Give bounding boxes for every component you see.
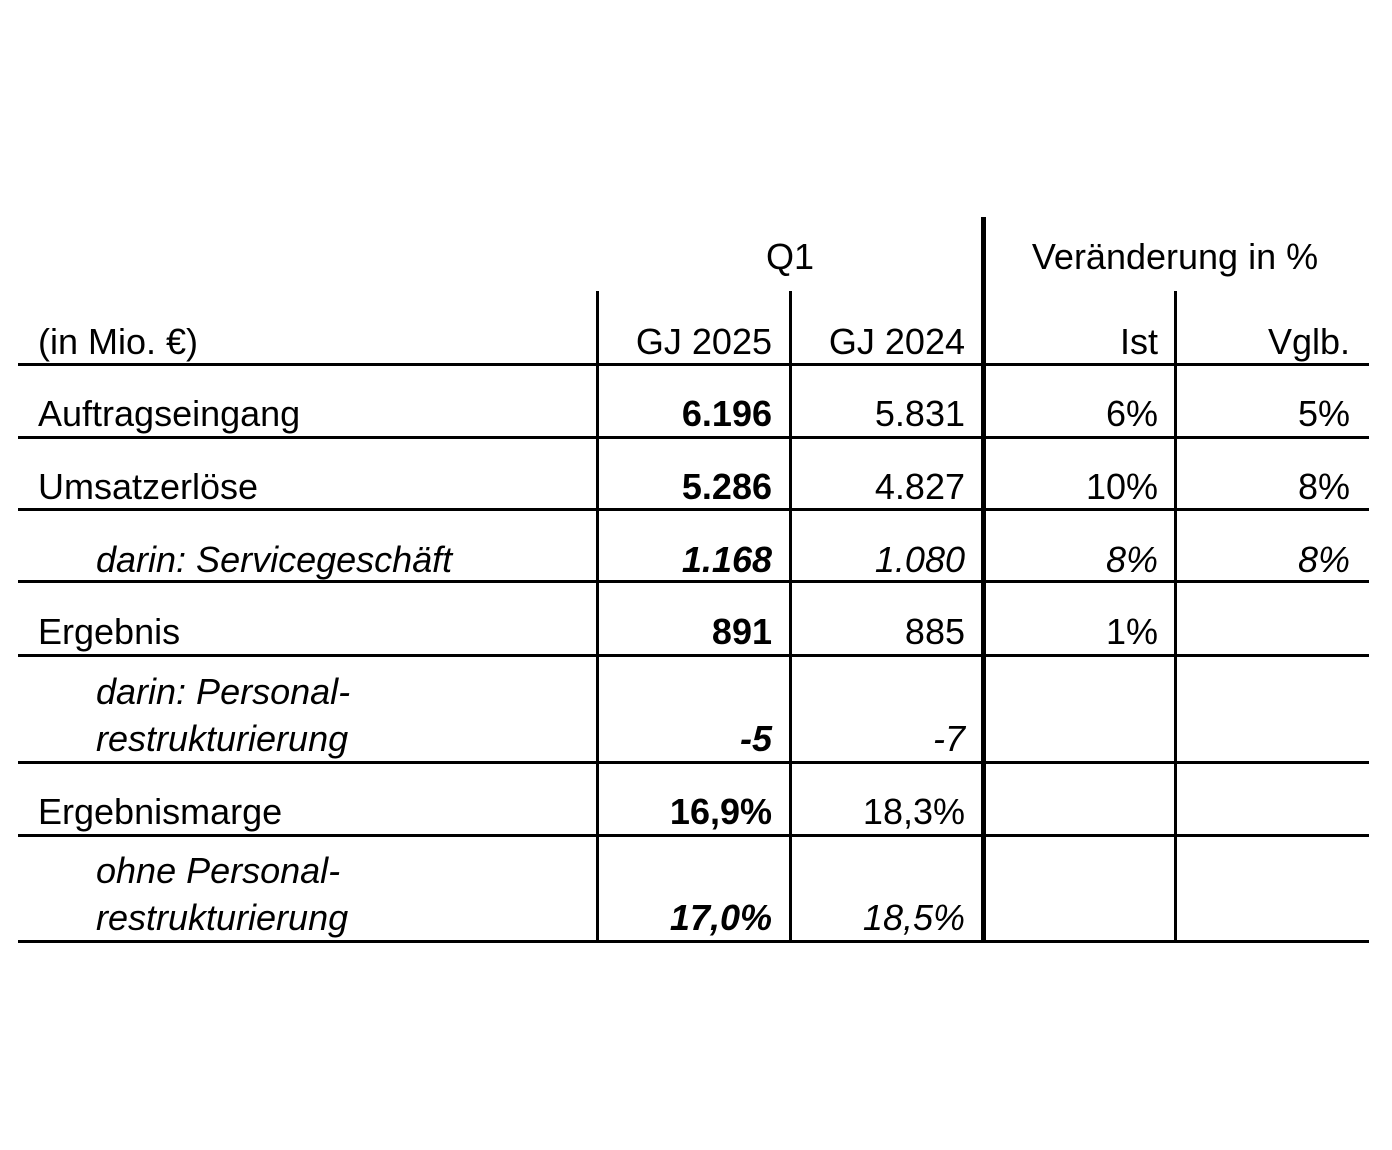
header-col-fy2024: GJ 2024 (828, 321, 965, 362)
row-label: Umsatzerlöse (38, 466, 259, 507)
rule-col-fy2025 (596, 291, 599, 943)
cell-comparable: 5% (1297, 393, 1350, 434)
rule-row-3 (18, 580, 1369, 583)
cell-fy2025: -5 (739, 718, 772, 759)
header-col-actual: Ist (1119, 321, 1158, 362)
row-label-line2: restrukturierung (96, 897, 349, 938)
header-col-comparable: Vglb. (1267, 321, 1350, 362)
cell-fy2025: 5.286 (681, 466, 772, 507)
cell-fy2024: 1.080 (874, 539, 965, 580)
rule-row-2 (18, 508, 1369, 511)
cell-actual: 8% (1105, 539, 1158, 580)
rule-row-6 (18, 834, 1369, 837)
rule-header-bottom (18, 363, 1369, 366)
cell-fy2024: 18,5% (862, 897, 965, 938)
row-label: Ergebnis (38, 611, 181, 652)
row-label-line1: ohne Personal- (96, 850, 341, 891)
row-label: Ergebnismarge (38, 791, 283, 832)
cell-fy2025: 16,9% (669, 791, 772, 832)
cell-fy2024: 885 (904, 611, 965, 652)
header-group-q1: Q1 (765, 236, 815, 277)
row-label-line1: darin: Personal- (96, 671, 351, 712)
header-col-fy2025: GJ 2025 (635, 321, 772, 362)
cell-fy2025: 6.196 (681, 393, 772, 434)
row-label: Auftragseingang (38, 393, 301, 434)
row-label-line2: restrukturierung (96, 718, 349, 759)
cell-fy2024: 4.827 (874, 466, 965, 507)
rule-row-4 (18, 654, 1369, 657)
cell-actual: 1% (1105, 611, 1158, 652)
cell-comparable: 8% (1297, 466, 1350, 507)
row-label: darin: Servicegeschäft (96, 539, 453, 580)
rule-table-bottom (18, 940, 1369, 943)
rule-col-comparable (1174, 291, 1177, 943)
cell-fy2024: -7 (932, 718, 965, 759)
rule-row-5 (18, 761, 1369, 764)
cell-actual: 6% (1105, 393, 1158, 434)
rule-row-1 (18, 436, 1369, 439)
cell-actual: 10% (1085, 466, 1158, 507)
cell-fy2025: 1.168 (681, 539, 772, 580)
cell-fy2024: 18,3% (862, 791, 965, 832)
cell-fy2025: 891 (711, 611, 772, 652)
header-group-change: Veränderung in % (1031, 236, 1319, 277)
cell-comparable: 8% (1297, 539, 1350, 580)
header-unit-label: (in Mio. €) (38, 321, 199, 362)
rule-col-fy2024 (789, 291, 792, 943)
cell-fy2025: 17,0% (669, 897, 772, 938)
cell-fy2024: 5.831 (874, 393, 965, 434)
